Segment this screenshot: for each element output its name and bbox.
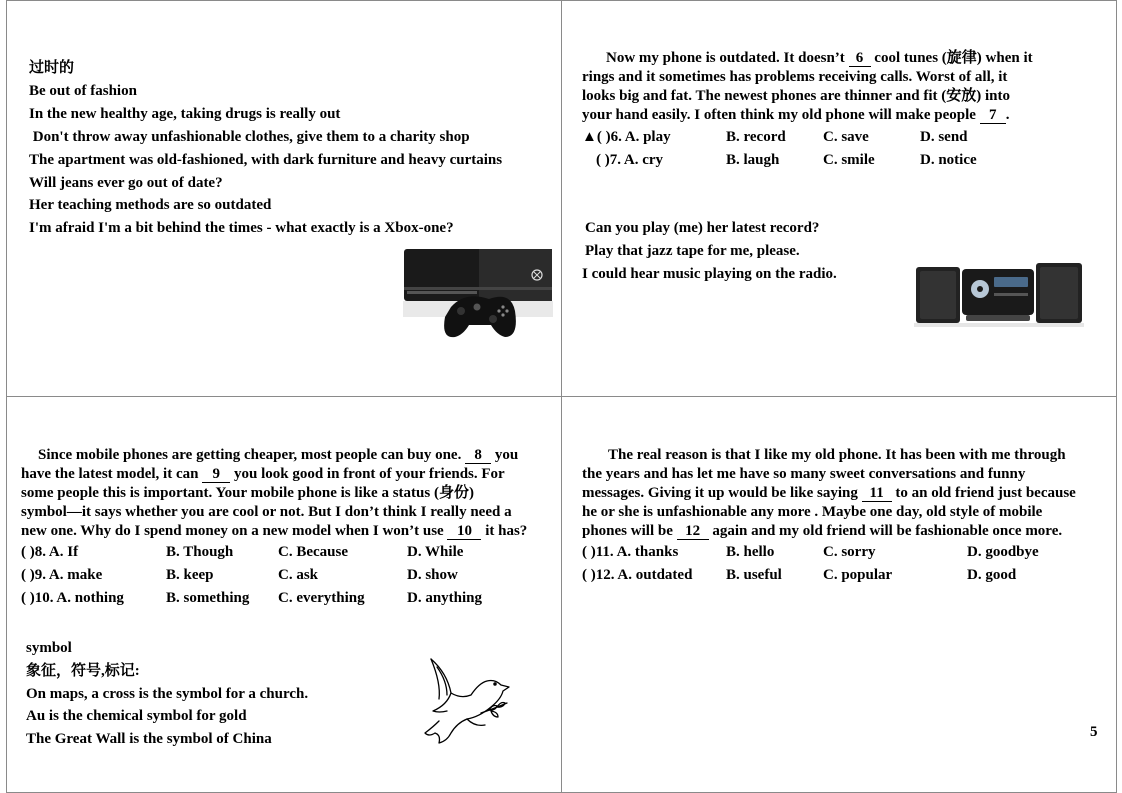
passage-text: to an old friend just because (891, 485, 1076, 501)
example-line: I could hear music playing on the radio. (582, 266, 837, 282)
passage-text: you (491, 447, 519, 463)
passage-line: he or she is unfashionable any more . Maybe one day, old style of mobile (582, 504, 1043, 520)
option-b[interactable]: B. something (166, 590, 250, 606)
blank-8[interactable]: 8 (465, 448, 491, 464)
passage-text: cool tunes ( (870, 50, 947, 66)
quadrant-top-right (561, 0, 1117, 397)
example-line: Play that jazz tape for me, please. (585, 243, 800, 259)
passage-text: it has? (481, 523, 528, 539)
option-c[interactable]: C. everything (278, 590, 365, 606)
example-line: The Great Wall is the symbol of China (26, 731, 272, 747)
passage-text: looks big and fat. The newest phones are thinner and fit ( (582, 88, 947, 104)
example-line: Don't throw away unfashionable clothes, give them to a charity shop (29, 129, 470, 145)
chinese-gloss: 身份 (438, 485, 469, 501)
option-c[interactable]: C. Because (278, 544, 348, 560)
option-c[interactable]: C. save (823, 129, 869, 145)
passage-line: The real reason is that I like my old phone. It has been with me through (608, 447, 1066, 463)
option-d[interactable]: D. good (967, 567, 1017, 583)
option-d[interactable]: D. goodbye (967, 544, 1039, 560)
quadrant-bottom-right (561, 396, 1117, 793)
quadrant-bottom-left (6, 396, 562, 793)
passage-text: ) when it (976, 50, 1033, 66)
option-b[interactable]: B. record (726, 129, 786, 145)
passage-text: have the latest model, it can (21, 466, 203, 482)
heading-outdated: 过时的 (29, 60, 75, 76)
passage-line (21, 484, 474, 503)
question-12-number[interactable]: ( )12. A. outdated (582, 567, 693, 583)
passage-line (21, 465, 505, 484)
passage-line (21, 522, 527, 541)
passage-text: Now my phone is outdated. It doesn’t (606, 50, 849, 66)
example-line: On maps, a cross is the symbol for a church. (26, 686, 309, 702)
example-line: I'm afraid I'm a bit behind the times - what exactly is a Xbox-one? (29, 220, 454, 236)
passage-line (606, 49, 1033, 68)
option-b[interactable]: B. laugh (726, 152, 780, 168)
passage-text: ) (468, 485, 474, 501)
question-11-number[interactable]: ( )11. A. thanks (582, 544, 679, 560)
option-c[interactable]: C. smile (823, 152, 875, 168)
vocab-meaning: 象征，符号,标记: (26, 663, 140, 679)
blank-7[interactable]: 7 (980, 108, 1006, 124)
passage-line: symbol—it says whether you are cool or not. But I don’t think I really need a (21, 504, 512, 520)
option-c[interactable]: C. ask (278, 567, 319, 583)
passage-line (582, 484, 1076, 503)
question-6-number[interactable]: ▲( )6. A. play (582, 129, 671, 145)
page-number: 5 (1090, 724, 1098, 740)
passage-line (582, 87, 1010, 106)
option-b[interactable]: B. Though (166, 544, 234, 560)
blank-10[interactable]: 10 (447, 524, 481, 540)
passage-line (582, 522, 1062, 541)
vocab-word: symbol (26, 640, 72, 656)
question-7-number[interactable]: ( )7. A. cry (596, 152, 664, 168)
option-c[interactable]: C. sorry (823, 544, 876, 560)
stereo-system-image (914, 259, 1084, 329)
example-line: Be out of fashion (29, 83, 137, 99)
question-10-number[interactable]: ( )10. A. nothing (21, 590, 124, 606)
question-9-number[interactable]: ( )9. A. make (21, 567, 103, 583)
example-line: Can you play (me) her latest record? (585, 220, 820, 236)
question-8-number[interactable]: ( )8. A. If (21, 544, 79, 560)
option-b[interactable]: B. keep (166, 567, 214, 583)
chinese-gloss: 旋律 (946, 50, 977, 66)
option-c[interactable]: C. popular (823, 567, 893, 583)
passage-text: phones will be (582, 523, 677, 539)
example-line: In the new healthy age, taking drugs is really out (29, 106, 341, 122)
dove-icon (417, 653, 517, 747)
option-b[interactable]: B. useful (726, 567, 782, 583)
option-d[interactable]: D. anything (407, 590, 483, 606)
blank-6[interactable]: 6 (849, 51, 871, 67)
example-line: Au is the chemical symbol for gold (26, 708, 247, 724)
passage-text: again and my old friend will be fashionable once more. (708, 523, 1063, 539)
passage-line (582, 106, 1009, 125)
blank-9[interactable]: 9 (202, 467, 230, 483)
option-d[interactable]: D. send (920, 129, 968, 145)
passage-text: . (1005, 107, 1010, 123)
passage-text: you look good in front of your friends. For (230, 466, 505, 482)
passage-line: the years and has let me have so many sweet conversations and funny (582, 466, 1026, 482)
chinese-gloss: 安放 (946, 88, 977, 104)
example-line: The apartment was old-fashioned, with dark furniture and heavy curtains (29, 152, 503, 168)
example-line: Will jeans ever go out of date? (29, 175, 223, 191)
option-b[interactable]: B. hello (726, 544, 775, 560)
passage-text: your hand easily. I often think my old phone will make people (582, 107, 980, 123)
passage-text: new one. Why do I spend money on a new model when I won’t use (21, 523, 448, 539)
option-d[interactable]: D. notice (920, 152, 977, 168)
xbox-console-image (403, 247, 555, 343)
blank-12[interactable]: 12 (677, 524, 709, 540)
example-line: Her teaching methods are so outdated (29, 197, 272, 213)
passage-text: messages. Giving it up would be like saying (582, 485, 862, 501)
passage-text: ) into (976, 88, 1010, 104)
passage-text: some people this is important. Your mobile phone is like a status ( (21, 485, 439, 501)
passage-line (38, 446, 518, 465)
quadrant-top-left (6, 0, 562, 397)
blank-11[interactable]: 11 (862, 486, 892, 502)
option-d[interactable]: D. show (407, 567, 458, 583)
passage-text: Since mobile phones are getting cheaper, most people can buy one. (38, 447, 466, 463)
passage-line: rings and it sometimes has problems receiving calls. Worst of all, it (582, 69, 1008, 85)
option-d[interactable]: D. While (407, 544, 464, 560)
